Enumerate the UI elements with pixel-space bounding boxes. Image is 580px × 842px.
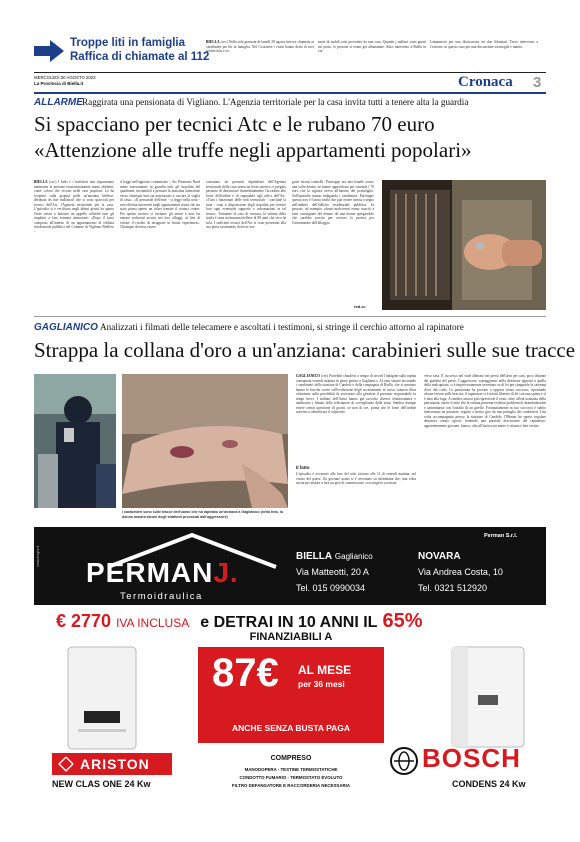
teaser-col-3: Lamarmora per una discussione tra due fidanzati. Terzo intervento a Cerrione, in questo caso per una discussione tra moglie e marito.	[430, 40, 538, 49]
article1-bottom-rule	[34, 316, 546, 317]
article1-signature: red.cr.	[354, 304, 367, 309]
ariston-model: NEW CLAS ONE 24 Kw	[52, 779, 151, 789]
article2-lead: GAGLIANICO	[296, 374, 320, 378]
ad-company: Perman S.r.l.	[484, 533, 518, 539]
paper-name: La Provincia di Biella.it	[34, 81, 84, 86]
article2-col-2: verso casa. E' successo nel viale alberato nei pressi dell'area per cani, poco distante dai giardini del paese. L'aggressore, sopraggiunto nella direzione opposta a quella della malcapitata, si è improvvisamente avventato su di lei per strapparle la catenina d'oro dal collo. La pensionata ha provato a opporsi senza successo, riportando alcune lesioni sulle braccia; il rapinatore si è infatti liberato di lei con una spinta e si è dato alla fuga. A rendere ancora più ripreverole il reato, oltre all'età avanzata della pensionata, anche il fatto che la vittima presenta evidenti problemi di deambulazione e camminasse con l'ausilio di un girello. Fortunatamente in suo soccorso è subito intervenuto un passante, seguito a stretto giro da una pattuglia dei carabinieri. Una volta accompagnata presso la stazione di Candelo, l'88enne ha sporto regolare denuncia contro ignoti, fornendo una parziale descrizione del rapinatore: apparentemente giovane, bianco, alto all'incirca un metro e ottanta e ben vestito.	[424, 374, 546, 428]
teaser-arrow-icon	[34, 40, 64, 62]
article1-photo[interactable]	[382, 180, 546, 310]
ad-detrai: e DETRAI IN 10 ANNI IL	[200, 614, 378, 631]
masthead-rule-bottom	[34, 92, 546, 94]
article2-photo-carabinieri[interactable]	[34, 374, 116, 508]
compreso-item-1: MANODOPERA - TESTINE TERMOSTATICHE	[244, 767, 338, 772]
ad-brand-sub: Termoidraulica	[120, 591, 203, 602]
finance-no-payslip: ANCHE SENZA BUSTA PAGA	[231, 723, 351, 733]
compreso-title: COMPRESO	[270, 755, 312, 762]
article1-lead: BIELLA	[34, 180, 48, 184]
ariston-name: ARISTON	[80, 756, 150, 772]
ad-panel[interactable]	[34, 527, 546, 801]
article2-photo-arm[interactable]	[122, 374, 288, 508]
ariston-boiler-image	[64, 645, 140, 751]
ad-city1	[296, 551, 373, 562]
ad-brand	[86, 559, 239, 587]
article1-headline-2[interactable]: «Attenzione alle truffe negli appartamenti popolari»	[34, 138, 472, 162]
article2-text-1: (cec) Potrebbe chiudersi a tempo di record l'indagine sulla rapina consumata venerdì mattina in pieno giorno a Gaglianico. Al caso stanno lavorando i carabinieri della stazione di Candelo e della compagnia di Biella, che si mettono hanno le bocche cucite sull'evoluzione degli accertamenti in corso; tuttavia filtra ottimismo sulla possibilità di assicurare alla giustizia il presunto responsabile in tempi brevi. I militari dell'Arma hanno già raccolto diverse testimonianze e analizzato i filmati delle telecamere di sorveglianza della zona. Sembra dunque essere ormai questione di giorni, se non di ore, prima che le forze dell'ordine arrivino a identificare il colpevole.	[296, 374, 416, 414]
teaser-title-1[interactable]: Troppe liti in famiglia	[70, 37, 186, 49]
ariston-logo-bar	[52, 753, 172, 775]
finance-amount: 87€	[212, 651, 279, 695]
finance-month: AL MESE	[298, 663, 352, 677]
article1-col-4: guire alcuni controlli. Purtroppo era una banale scusa: una volta dentro, ne hanno approfittato per sottrarle i 70 euro che la signora aveva all'interno del portafoglio. Sull'episodio stanno indagando i carabinieri. Purtroppo questo non è l'unica truffa che può essere messa a segno nell'ambito dell'edilizia residenziale pubblica. In passato, ad esempio, alcuni malviventi erano riusciti a farsi consegnare del denaro da una donna spiegandole che sarebbe servito per avviare la pratica per l'ottenimento dell'alloggio.	[292, 180, 374, 225]
ad-brand-name: PERMAN	[86, 557, 214, 588]
ad-percent: 65%	[382, 610, 423, 632]
ad-tel2: Tel. 0321 512920	[418, 583, 488, 593]
ad-tel1: Tel. 015 0990034	[296, 583, 366, 593]
bosch-boiler-image	[448, 645, 528, 749]
ad-address2: Via Andrea Costa, 10	[418, 567, 503, 577]
article2-col-1	[296, 374, 416, 460]
ad-price-line	[56, 611, 423, 631]
ariston-logo-icon	[58, 756, 74, 772]
section-name: Cronaca	[458, 74, 513, 90]
bosch-name: BOSCH	[422, 743, 521, 773]
article2-col-1b: L'episodio è avvenuto alla luce del sole, intorno alle 11 di venerdì mattina, nel centro del paese. Un giovane uomo si è avventato su un'anziana che, una volta uscita per andare a fare un giro di commissioni, si accingeva a tornare	[296, 472, 416, 485]
teaser-title-2[interactable]: Raffica di chiamate al 112	[70, 51, 210, 63]
page-number: 3	[533, 74, 542, 91]
article2-headline[interactable]: Strappa la collana d'oro a un'anziana: carabinieri sulle sue tracce	[34, 338, 576, 362]
ad-city1-sub: Gaglianico	[334, 552, 373, 561]
bosch-logo-icon	[390, 747, 418, 775]
article2-kicker: GAGLIANICO	[34, 322, 98, 333]
compreso-item-2: CONDOTTO FUMARIO - TERMOSTATO EVOLUTO	[239, 775, 343, 780]
ad-brand-j: J.	[213, 557, 239, 588]
article1-col-1	[34, 180, 114, 308]
ad-price: € 2770	[56, 611, 112, 631]
article1-kicker: ALLARME	[34, 97, 83, 108]
masthead-rule	[34, 72, 546, 73]
article2-subhead: Il fatto	[296, 465, 310, 470]
teaser-text-1: (cec) Nella sola giornata di lunedì 28 agosto ben tre chiamate ai carabinieri per liti in famiglia. Nel Cossatese i vicini hanno detto di aver sentito urla e ru-	[206, 40, 314, 53]
article1-col-3: contattato da presunti dipendenti dell'Agenzia territoriale della casa senza un lecito motivo, è pregato pertanto di denunciare immediatamente l'accaduto alle forze dell'ordine e di segnalarlo agli uffici dell'Atc. «Tutti i funzionari delle sedi territoriali - conclude la nota - sono a disposizione degli inquilini per fornire loro ogni eventuale supporto e informazioni in tal senso». Tornando al caso di cronaca, la vittima della truffa è stata un'anziana biellese di 88 anni che vive da sola. I sedicenti tecnici dell'Atc si sono presentati alla sua porta sostenendo di dover ese-	[206, 180, 286, 229]
article1-col-2: si legge nell'apposito comunicato -, Atc Piemonte Nord mette nuovamente in guardia tutti gli inquilini del quadrante, invitandoli a prestare la massima attenzione verso chiunque non sia autorizzato a varcare la soglia di casa». «Il personale dell'ente - si legge nella nota - non effettua interventi negli appartamenti senza che sia stato prima aperto un ticket tramite il contact center. Per questo motivo si invitano gli utenti a non far entrare sedicenti tecnici nei loro alloggi, al fine di evitare il rischio di incappare in brutte esperienze». Chiunque dovesse essere	[120, 180, 200, 229]
ad-city1-name: BIELLA	[296, 551, 333, 562]
finance-months: per 36 mesi	[298, 679, 345, 689]
ad-city2: NOVARA	[418, 551, 461, 562]
finance-title: FINANZIABILI A	[249, 631, 333, 643]
issue-date: MERCOLEDÌ 30 AGOSTO 2023	[34, 75, 96, 80]
ad-iva: IVA INCLUSA	[116, 616, 190, 630]
compreso-item-3: FILTRO DEFANGATORE E RACCORDERIA NECESSARIA	[231, 783, 351, 788]
ad-side-text: cesa/moglie.it	[36, 545, 40, 567]
ad-address1: Via Matteotti, 20 A	[296, 567, 369, 577]
article2-caption: I carabinieri sono sulle tracce dell'uomo che ha rapinato un'anziana a Gaglianico (nella foto, la donna mostra alcuni degli strattoni provocati dall'aggressore)	[122, 510, 283, 519]
article2-summary: Analizzati i filmati delle telecamere e ascoltati i testimoni, si stringe il cerchio attorno al rapinatore	[100, 322, 464, 332]
teaser-col-2: more di mobili rotti provenire da una casa. Quando i militari sono giunti sul posto, le persone si erano già allontanate. Altro intervento a Biella in via	[318, 40, 426, 53]
teaser-lead: BIELLA	[206, 40, 220, 44]
teaser-col-1	[206, 40, 314, 68]
article1-text-1: (cec) I ladri e i truffatori non risparmiano nemmeno le persone economicamente meno abbienti, come coloro che vivono nelle case popolari. Lo ha scoperto sulla propria pelle un'anziana biellese, derubata da due malfattori che si sono spacciati per tecnici dell'Atc, l'Agenzia territoriale per la casa. L'episodio si è verificato negli ultimi giorni ha spinto l'ente stesso a lanciare un appello affinché tutti gli inquilini a fare estrema attenzione: «Dopo il furto compiuto all'interno di un appartamento di edilizia residenziale pubblica nel Comune di Vigliano Biellese -	[34, 180, 114, 234]
article1-summary: Raggirata una pensionata di Vigliano. L'Agenzia territoriale per la casa invita tutti a tenere alta la guardia	[82, 97, 469, 107]
bosch-model: CONDENS 24 Kw	[452, 779, 526, 789]
article1-headline-1[interactable]: Si spacciano per tecnici Atc e le rubano 70 euro	[34, 112, 435, 136]
